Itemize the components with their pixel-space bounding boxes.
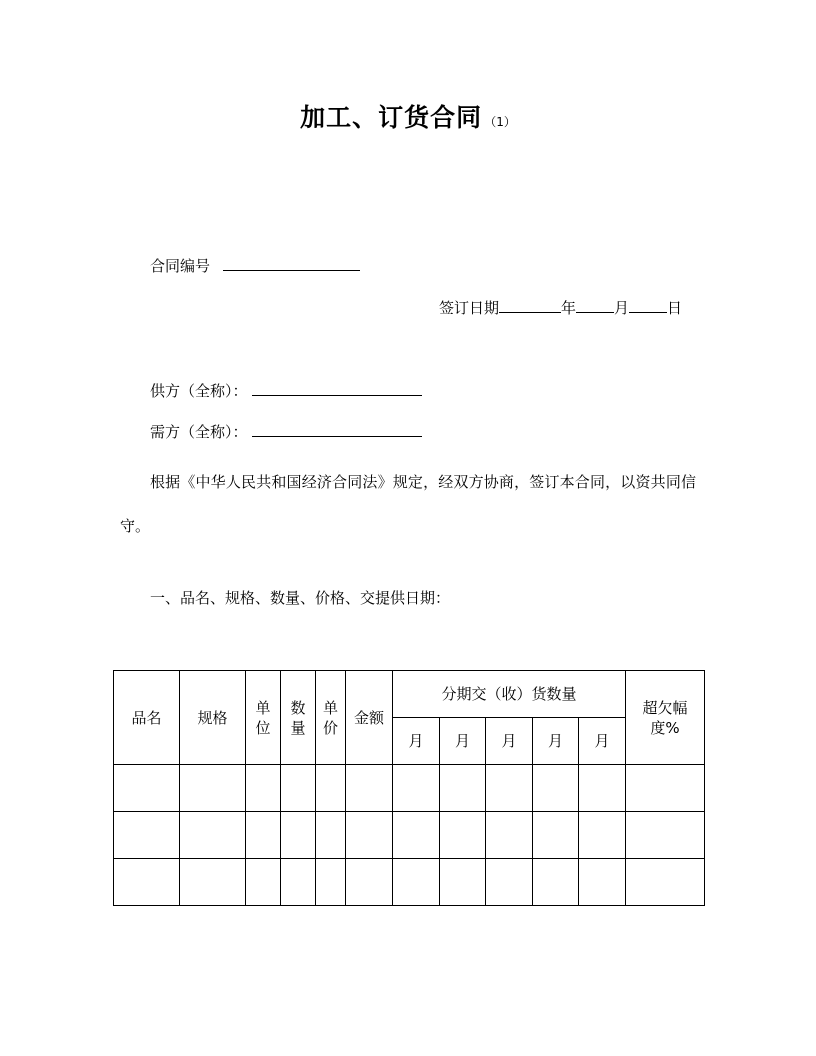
table-cell[interactable] <box>486 812 533 859</box>
table-cell[interactable] <box>579 859 626 906</box>
table-cell[interactable] <box>246 812 281 859</box>
table-cell[interactable] <box>440 765 486 812</box>
table-cell[interactable] <box>533 765 579 812</box>
table-cell[interactable] <box>626 859 705 906</box>
table-cell[interactable] <box>316 812 346 859</box>
table-cell[interactable] <box>114 765 180 812</box>
sign-day-field[interactable] <box>629 298 667 313</box>
month-header: 月 <box>440 718 486 765</box>
table-cell[interactable] <box>346 765 393 812</box>
table-cell[interactable] <box>180 812 246 859</box>
sign-year-field[interactable] <box>499 298 561 313</box>
buyer-label: 需方（全称）： <box>150 423 248 441</box>
month-header: 月 <box>393 718 440 765</box>
table-cell[interactable] <box>281 765 316 812</box>
table-cell[interactable] <box>533 859 579 906</box>
month-header: 月 <box>486 718 533 765</box>
document-title <box>0 98 816 134</box>
table-cell[interactable] <box>246 765 281 812</box>
section-1-heading: 一、品名、规格、数量、价格、交提供日期： <box>150 589 451 607</box>
table-cell[interactable] <box>316 765 346 812</box>
header-quantity: 数量 <box>281 671 316 765</box>
table-header-row <box>114 671 705 718</box>
table-cell[interactable] <box>316 859 346 906</box>
buyer-name-field[interactable] <box>252 422 422 437</box>
title-note: （1） <box>484 115 516 129</box>
title-text: 加工、订货合同 <box>300 103 483 132</box>
table-cell[interactable] <box>486 765 533 812</box>
table-cell[interactable] <box>180 859 246 906</box>
table-cell[interactable] <box>281 812 316 859</box>
supplier-label: 供方（全称）： <box>150 382 248 400</box>
header-spec: 规格 <box>180 671 246 765</box>
table-cell[interactable] <box>579 812 626 859</box>
table-cell[interactable] <box>114 812 180 859</box>
supplier-line <box>150 381 422 401</box>
contract-number-label: 合同编号 <box>150 257 211 275</box>
table-cell[interactable] <box>246 859 281 906</box>
header-amount: 金额 <box>346 671 393 765</box>
table-row <box>114 812 705 859</box>
sign-date-label: 签订日期 <box>439 299 500 317</box>
sign-year-label: 年 <box>561 299 577 317</box>
table-cell[interactable] <box>180 765 246 812</box>
header-overshort: 超欠幅度% <box>626 671 705 765</box>
table-cell[interactable] <box>440 859 486 906</box>
header-installments: 分期交（收）货数量 <box>393 671 626 718</box>
month-header: 月 <box>579 718 626 765</box>
table-row <box>114 765 705 812</box>
table-cell[interactable] <box>114 859 180 906</box>
sign-date-line <box>439 298 682 318</box>
header-unit: 单位 <box>246 671 281 765</box>
table-cell[interactable] <box>393 765 440 812</box>
table-cell[interactable] <box>486 859 533 906</box>
header-name: 品名 <box>114 671 180 765</box>
table-cell[interactable] <box>281 859 316 906</box>
table-row <box>114 859 705 906</box>
supplier-name-field[interactable] <box>252 381 422 396</box>
contract-number-field[interactable] <box>223 256 360 271</box>
table-cell[interactable] <box>440 812 486 859</box>
order-table <box>113 670 705 906</box>
sign-month-label: 月 <box>614 299 630 317</box>
intro-paragraph: 根据《中华人民共和国经济合同法》规定，经双方协商，签订本合同，以资共同信守。 <box>120 473 696 535</box>
table-cell[interactable] <box>346 859 393 906</box>
table-cell[interactable] <box>579 765 626 812</box>
month-header: 月 <box>533 718 579 765</box>
table-cell[interactable] <box>346 812 393 859</box>
table-cell[interactable] <box>393 812 440 859</box>
sign-day-label: 日 <box>667 299 683 317</box>
table-cell[interactable] <box>533 812 579 859</box>
contract-number-line <box>150 256 360 276</box>
sign-month-field[interactable] <box>576 298 614 313</box>
table-cell[interactable] <box>393 859 440 906</box>
buyer-line <box>150 422 422 442</box>
table-cell[interactable] <box>626 765 705 812</box>
table-cell[interactable] <box>626 812 705 859</box>
header-price: 单价 <box>316 671 346 765</box>
